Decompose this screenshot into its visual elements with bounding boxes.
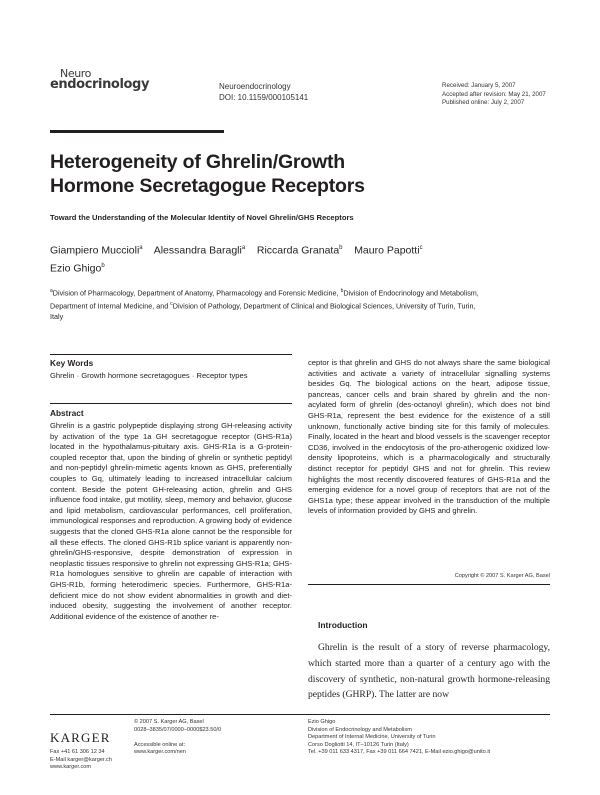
- author-name: Alessandra Baragli: [153, 244, 242, 257]
- introduction-heading: Introduction: [318, 620, 368, 630]
- abstract-copyright: Copyright © 2007 S. Karger AG, Basel: [454, 573, 550, 579]
- abstract-text-right: [308, 358, 550, 517]
- affiliations: [50, 286, 480, 322]
- author-affil-sup: a: [139, 245, 143, 251]
- publisher-email[interactable]: E-Mail karger@karger.ch: [50, 756, 112, 763]
- author-name: Ezio Ghigo: [50, 262, 102, 274]
- abstract-rule: [50, 403, 292, 404]
- publisher-contact: [50, 749, 130, 772]
- publisher-logo: KARGER: [50, 730, 111, 745]
- author-list: [50, 241, 550, 276]
- author-affil-sup: b: [101, 262, 105, 269]
- publisher-fax: Fax +41 61 306 12 34: [50, 749, 105, 755]
- journal-header: [219, 82, 308, 103]
- affil-b-text: Division of Endocrinology and Metabolism, Department of Internal Medicine, and: [50, 288, 479, 311]
- journal-logo-line2: endocrinology: [50, 77, 150, 92]
- keywords-rule: [50, 354, 292, 355]
- abstract-paragraph-right: ceptor is that ghrelin and GHS do not always share the same biological activities and activate a variety of intracellular signalling systems besides Gq. The biological actions on the heart, adipose tissue, pancreas, cancer cells and brain shared by ghrelin and the non-acylated form of ghrelin (des-octanoyl ghrelin), which does not bind GHS-R1a, represent the best evidence for the existence of a still unknown, functionally active binding site for this family of molecules. Finally, located in the heart and blood vessels is the scavenger receptor CD36, involved in the endocytosis of the pro-atherogenic oxidized low-density lipoproteins, which is a pharmacologically and structurally distinct receptor for peptidyl GHS and not for ghrelin. This review highlights the most recently discovered features of GHS-R1a and the emerging evidence for a novel group of receptors that are not of the GHS1a type; these appear involved in the transduction of the multiple levels of information provided by GHS and ghrelin.: [308, 358, 550, 516]
- author-affil-sup: a: [241, 245, 246, 251]
- journal-url[interactable]: www.karger.com/nen: [134, 749, 186, 756]
- publisher-website[interactable]: www.karger.com: [50, 764, 92, 771]
- journal-name: Neuroendocrinology: [219, 82, 291, 91]
- affil-b-sup: b: [340, 288, 344, 294]
- spacer: [134, 734, 294, 742]
- abstract-heading: Abstract: [50, 408, 84, 418]
- footer-rule: [50, 714, 550, 715]
- issn-line: 0028–3835/07/0000–0000$23.50/0: [134, 726, 222, 733]
- correspondence-address: Corso Dogliotti 14, IT–10126 Turin (Italy): [308, 741, 409, 748]
- correspondence-contact: Tel. +39 011 633 4317, Fax +39 011 664 7421, E-Mail ezio.ghigo@unito.it: [308, 749, 491, 756]
- abstract-paragraph-left: Ghrelin is a gastric polypeptide displaying strong GH-releasing activity by activation of the type 1a GH secretagogue receptor (GHS-R1a) located in the hypothalamus-pituitary axis. GHS-R1a is a G-protein-coupled receptor that, upon the binding of ghrelin or synthetic peptidyl and non-peptidyl ghrelin-mimetic agents known as GHS, preferentially couples to Gq, ultimately leading to increased intracellular calcium content. Beside the potent GH-releasing action, ghrelin and GHS influence food intake, gut motility, sleep, memory and behavior, glucose and lipid metabolism, cardiovascular performances, cell proliferation, immunological responses and reproduction. A growing body of evidence suggests that the cloned GHS-R1a alone cannot be the responsible for all these effects. The cloned GHS-R1b splice variant is apparently non-ghrelin/GHS-responsive, despite demonstration of expression in neoplastic tissues responsive to ghrelin not expressing GHS-R1a; GHS-R1a homologues sensitive to ghrelin are capable of interaction with GHS-R1b, forming heterodimeric species. Furthermore, GHS-R1a-deficient mice do not show evident abnormalities in growth and diet-induced obesity, suggesting the involvement of another receptor. Additional evidence of the existence of another re-: [50, 421, 292, 621]
- author-affil-sup: b: [339, 245, 343, 251]
- correspondence-division: Division of Endocrinology and Metabolism: [308, 726, 412, 733]
- journal-logo: [50, 68, 149, 90]
- received-date: Received: January 5, 2007: [442, 82, 516, 89]
- author-name: Giampiero Muccioli: [50, 244, 140, 257]
- accepted-date: Accepted after revision: May 21, 2007: [442, 90, 546, 98]
- journal-logo-line1: Neuro: [60, 67, 91, 80]
- copyright-block: [134, 719, 294, 757]
- affil-a-text: Division of Pharmacology, Department of Anatomy, Pharmacology and Forensic Medicine,: [52, 288, 339, 298]
- author-name: Mauro Papotti: [354, 244, 420, 257]
- keywords-text: Ghrelin · Growth hormone secretagogues · Receptor types: [50, 371, 248, 380]
- title-line-1: Heterogeneity of Ghrelin/Growth: [50, 151, 345, 173]
- author-name: Riccarda Granata: [256, 244, 340, 257]
- article-dates: [442, 82, 546, 108]
- correspondence-block: [308, 719, 550, 757]
- abstract-text-left: [50, 421, 292, 622]
- keywords-heading: Key Words: [50, 358, 94, 368]
- header-rule: [50, 130, 224, 133]
- published-date: Published online: July 2, 2007: [442, 99, 525, 106]
- author-affil-sup: c: [419, 245, 423, 251]
- affil-a-sup: a: [50, 288, 53, 294]
- correspondence-name: Ezio Ghigo: [308, 719, 336, 725]
- article-title: [50, 150, 550, 198]
- title-line-2: Hormone Secretagogue Receptors: [50, 175, 365, 197]
- affil-c-sup: c: [170, 300, 173, 307]
- affil-c-text: Division of Pathology, Department of Clinical and Biological Sciences, University of Turin, Turin, Italy: [50, 301, 476, 321]
- abstract-end-rule: [308, 584, 550, 585]
- article-subtitle: Toward the Understanding of the Molecular Identity of Novel Ghrelin/GHS Receptors: [50, 213, 354, 222]
- introduction-paragraph: Ghrelin is the result of a story of reverse pharmacology, which started more than a quarter of a century ago with the discovery of synthetic, non-natural growth hormone-releasing peptides (GHRP). The latter are now: [308, 642, 550, 701]
- correspondence-department: Department of Internal Medicine, University of Turin: [308, 734, 436, 741]
- copyright-line: © 2007 S. Karger AG, Basel: [134, 719, 204, 725]
- doi: DOI: 10.1159/000105141: [219, 92, 309, 102]
- accessible-label: Accessible online at:: [134, 741, 185, 748]
